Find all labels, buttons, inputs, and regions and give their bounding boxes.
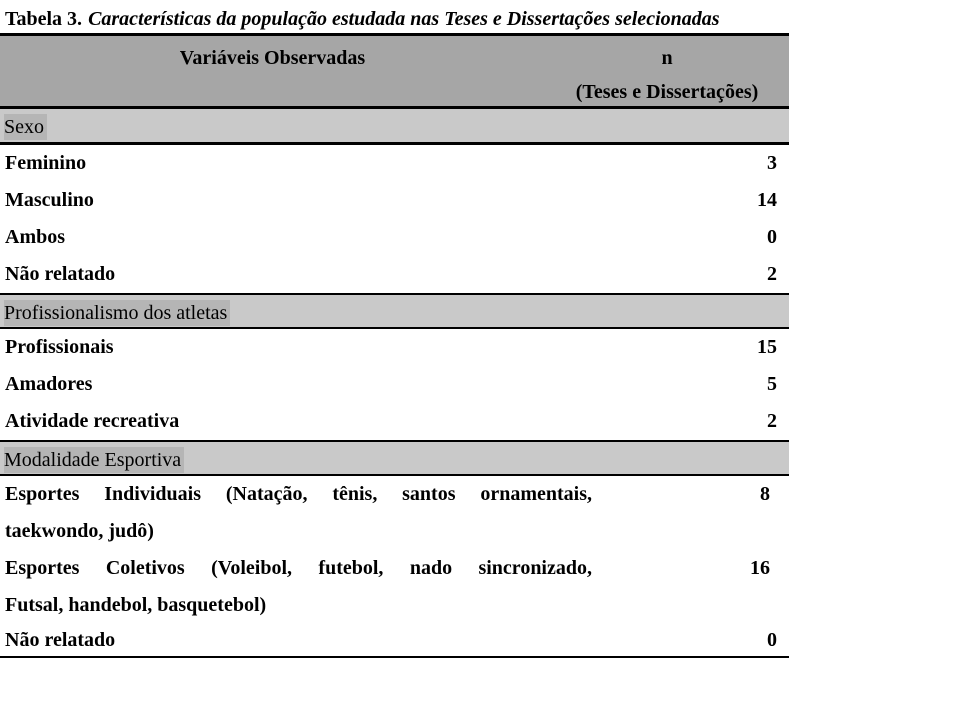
row-label: Ambos [5, 226, 66, 248]
table-header-row [0, 33, 789, 109]
header-col-variables: Variáveis Observadas [179, 47, 366, 69]
row-count: 2 [767, 410, 777, 432]
row-label: Não relatado [5, 263, 116, 285]
section-header-modalidade [0, 440, 789, 476]
row-count: 5 [767, 373, 777, 395]
row-label-line-1: Esportes Coletivos (Voleibol, futebol, nado sincronizado, [5, 557, 592, 579]
row-count: 14 [757, 189, 777, 211]
row-label: Feminino [5, 152, 87, 174]
row-count: 3 [767, 152, 777, 174]
row-count: 0 [767, 629, 777, 651]
section-header-sexo-label: Sexo [4, 114, 47, 140]
table-row-nao-relatado-modalidade [0, 624, 789, 656]
header-col-n [545, 36, 789, 106]
table-title [0, 0, 960, 33]
row-label: Não relatado [5, 629, 116, 651]
section-header-profissionalismo [0, 293, 789, 329]
table-row-esportes-coletivos [0, 550, 789, 624]
table-row-esportes-individuais [0, 476, 789, 550]
row-label-line-2: taekwondo, judô) [5, 520, 154, 542]
row-label: Atividade recreativa [5, 410, 180, 432]
row-count: 15 [757, 336, 777, 358]
row-count: 2 [767, 263, 777, 285]
table-title-text: Características da população estudada nas Teses e Dissertações selecionadas [88, 8, 720, 30]
table-row-nao-relatado-sexo [0, 256, 789, 293]
row-label [0, 476, 592, 550]
table-row-atividade-recreativa [0, 403, 789, 440]
row-label-line-2: Futsal, handebol, basquetebol) [5, 594, 267, 616]
table-row-profissionais [0, 329, 789, 366]
table-row-feminino [0, 145, 789, 182]
table-row-masculino [0, 182, 789, 219]
table-title-prefix: Tabela 3. [5, 8, 83, 30]
data-table [0, 33, 789, 658]
row-label-line-1: Esportes Individuais (Natação, tênis, santos ornamentais, [5, 483, 592, 505]
table-row-amadores [0, 366, 789, 403]
row-count: 16 [750, 557, 770, 579]
row-label: Profissionais [5, 336, 114, 358]
header-n-subtitle: (Teses e Dissertações) [575, 81, 759, 103]
row-count: 8 [760, 483, 770, 505]
section-header-modalidade-label: Modalidade Esportiva [4, 447, 184, 473]
header-n-symbol: n [661, 47, 673, 69]
table-row-ambos [0, 219, 789, 256]
section-header-profissionalismo-label: Profissionalismo dos atletas [4, 300, 230, 326]
row-count: 0 [767, 226, 777, 248]
row-label: Masculino [5, 189, 94, 211]
section-header-sexo [0, 109, 789, 145]
row-label [0, 550, 592, 624]
row-label: Amadores [5, 373, 93, 395]
